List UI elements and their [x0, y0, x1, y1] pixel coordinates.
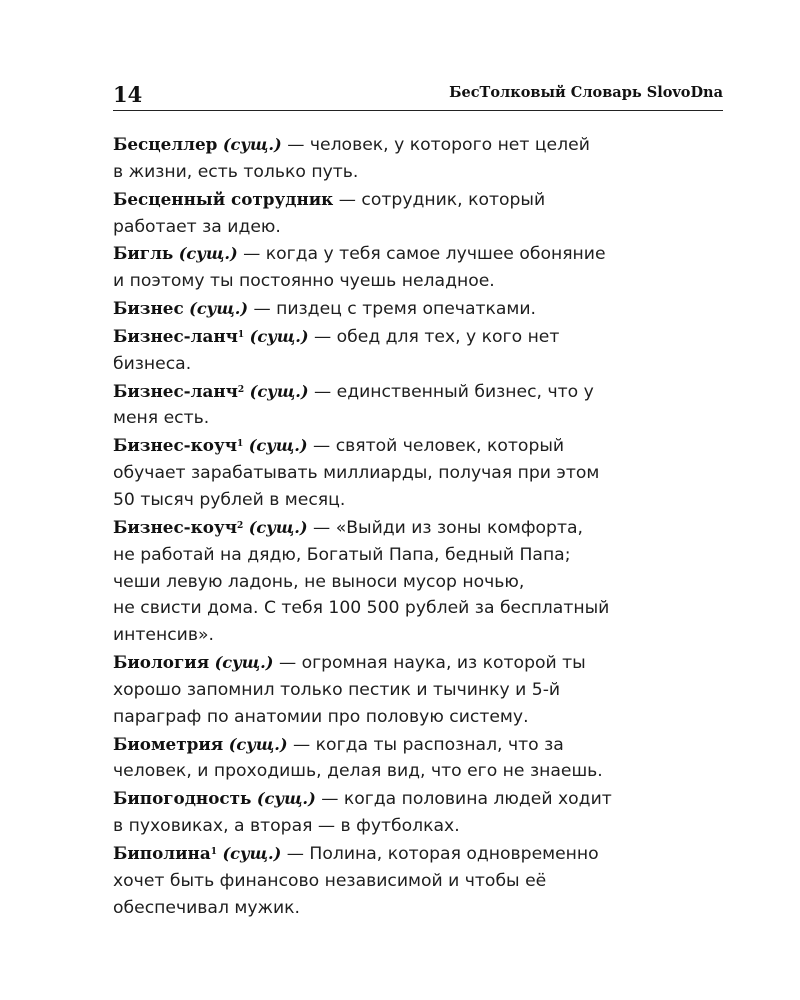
entry-sense-number: 1 [210, 846, 217, 857]
entry-definition: — человек, у которого нет целей в жизни, есть только путь. [113, 135, 590, 182]
dictionary-entries [113, 131, 728, 921]
entry-part-of-speech: (сущ.) [189, 299, 249, 319]
dictionary-entry [113, 432, 728, 514]
entry-part-of-speech: (сущ.) [222, 843, 282, 863]
page-number: 14 [113, 82, 143, 107]
entry-term: Бизнес-ланч$^1$ [113, 325, 245, 346]
dictionary-entry [113, 186, 728, 241]
entry-term: Бизнес-коуч$^1$ [113, 435, 244, 456]
entry-definition: — когда ты распознал, что за человек, и проходишь, делая вид, что его не знаешь. [113, 734, 603, 782]
entry-part-of-speech: (сущ.) [256, 789, 316, 809]
entry-sense-number: 2 [237, 384, 245, 395]
entry-definition: — святой человек, который обучает зарабатывать миллиарды, получая при этом 50 тысяч рублей в месяц. [113, 436, 600, 510]
entry-definition: — Полина, которая одновременно хочет быть финансово независимой и чтобы её обеспечивал мужик. [113, 843, 599, 918]
dictionary-entry [113, 731, 728, 786]
entry-sense-number: 2 [236, 520, 244, 531]
entry-definition: — пиздец с тремя опечатками. [253, 299, 537, 320]
entry-part-of-speech: (сущ.) [249, 326, 309, 346]
entry-part-of-speech: (сущ.) [222, 135, 282, 154]
entry-sense-number: 1 [236, 439, 244, 450]
entry-term: Биология [113, 652, 210, 673]
entry-definition: — огромная наука, из которой ты хорошо запомнил только пестик и тычинку и 5-й параграф по анатомии про половую систему. [113, 653, 586, 727]
dictionary-entry [113, 323, 728, 378]
dictionary-entry [113, 649, 728, 731]
entry-definition: — когда у тебя самое лучшее обоняние и поэтому ты постоянно чуешь неладное. [113, 244, 606, 292]
entry-part-of-speech: (сущ.) [248, 436, 308, 456]
entry-term: Бигль [113, 243, 174, 264]
entry-definition: — «Выйди из зоны комфорта, не работай на дядю, Богатый Папа, бедный Папа; чеши левую ладонь, не выноси мусор ночью, не свисти дома. С тебя 100 500 рублей за бесплатный интенсив». [113, 517, 610, 646]
entry-term: Биометрия [113, 733, 224, 754]
entry-part-of-speech: (сущ.) [214, 653, 274, 673]
entry-part-of-speech: (сущ.) [248, 517, 308, 537]
dictionary-entry [113, 378, 728, 433]
entry-term: Бизнес-ланч$^2$ [113, 380, 245, 401]
entry-sense-number: 1 [237, 329, 245, 340]
entry-term: Биполина$^1$ [113, 842, 217, 863]
entry-term: Бипогодность [113, 788, 252, 809]
dictionary-entry [113, 295, 728, 323]
entry-term: Бизнес [113, 298, 184, 319]
page-header [113, 80, 723, 111]
entry-part-of-speech: (сущ.) [249, 381, 309, 401]
entry-definition: — единственный бизнес, что у меня есть. [113, 381, 594, 429]
dictionary-entry [113, 840, 728, 922]
entry-term: Бесцеллер [113, 134, 218, 154]
running-title: БесТолковый Словарь SlovoDna [449, 84, 723, 101]
entry-definition: — когда половина людей ходит в пуховиках, а вторая — в футболках. [113, 789, 612, 837]
entry-part-of-speech: (сущ.) [178, 244, 238, 264]
entry-definition: — сотрудник, который работает за идею. [113, 189, 546, 237]
dictionary-entry [113, 785, 728, 840]
entry-part-of-speech: (сущ.) [228, 734, 288, 754]
entry-term: Бесценный сотрудник [113, 188, 334, 209]
dictionary-entry [113, 514, 728, 649]
dictionary-entry [113, 131, 728, 186]
entry-definition: — обед для тех, у кого нет бизнеса. [113, 326, 560, 374]
dictionary-entry [113, 240, 728, 295]
entry-term: Бизнес-коуч$^2$ [113, 516, 244, 537]
